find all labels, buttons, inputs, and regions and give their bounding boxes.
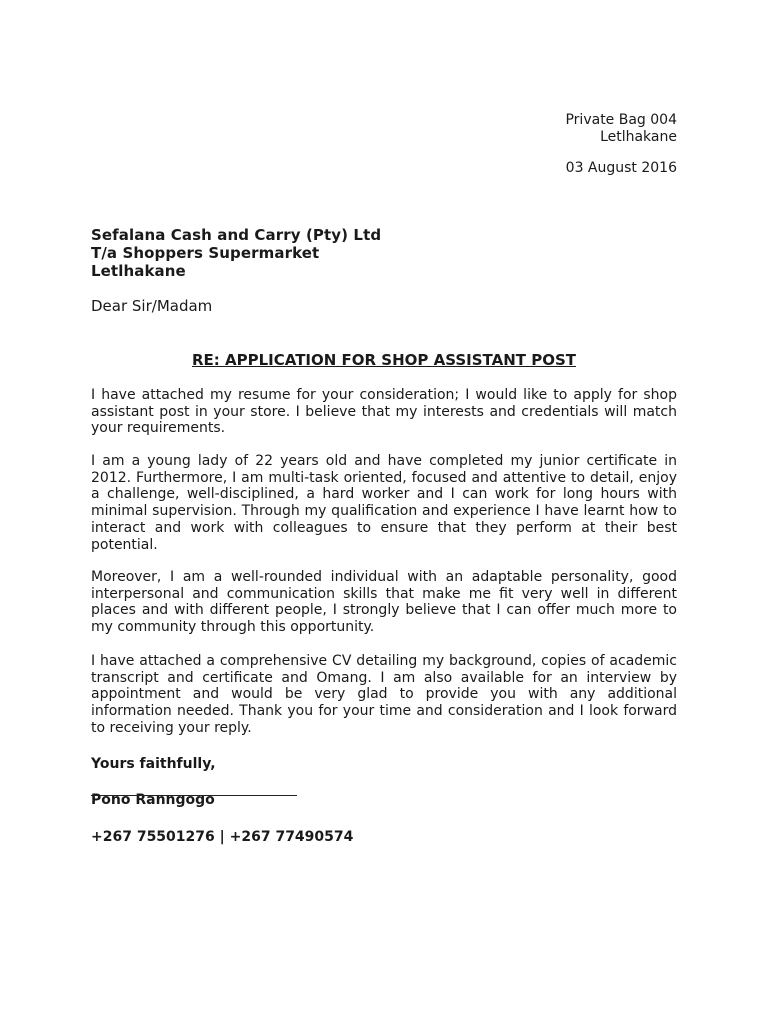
subject-text: RE: APPLICATION FOR SHOP ASSISTANT POST [191,351,577,369]
body-paragraph-3: Moreover, I am a well-rounded individual with an adaptable personality, good interpersonal and communication skills that make me fit very well in different places and with different people, I strongly believe that I can offer much more to my community through this opportunity. [91,569,677,636]
salutation: Dear Sir/Madam [91,297,213,315]
body-paragraph-1: I have attached my resume for your consideration; I would like to apply for shop assistant post in your store. I believe that my interests and credentials will match your requirements. [91,387,677,437]
recipient-line1: Sefalana Cash and Carry (Pty) Ltd [91,226,382,244]
signature-line [91,795,297,796]
sender-address [565,112,677,146]
sender-address-line2: Letlhakane [600,129,677,145]
contact-phones: +267 75501276 | +267 77490574 [91,829,354,845]
subject-line [91,351,677,369]
recipient-line3: Letlhakane [91,262,186,280]
recipient-line2: T/a Shoppers Supermarket [91,244,320,262]
sender-address-line1: Private Bag 004 [565,112,677,128]
body-paragraph-2: I am a young lady of 22 years old and have completed my junior certificate in 2012. Furthermore, I am multi-task oriented, focused and attentive to detail, enjoy a challenge, well-disciplined, a hard worker and I can work for long hours with minimal supervision. Through my qualification and experience I have learnt how to interact and work with colleagues to ensure that they perform at their best potential. [91,453,677,553]
letter-date: 03 August 2016 [565,160,677,176]
closing: Yours faithfully, [91,756,216,772]
body-paragraph-4: I have attached a comprehensive CV detailing my background, copies of academic transcript and certificate and Omang. I am also available for an interview by appointment and would be very glad to provide you with any additional information needed. Thank you for your time and consideration and I look forward to receiving your reply. [91,653,677,736]
recipient-address [91,226,381,280]
signer-name: Pono Ranngogo [91,792,215,808]
